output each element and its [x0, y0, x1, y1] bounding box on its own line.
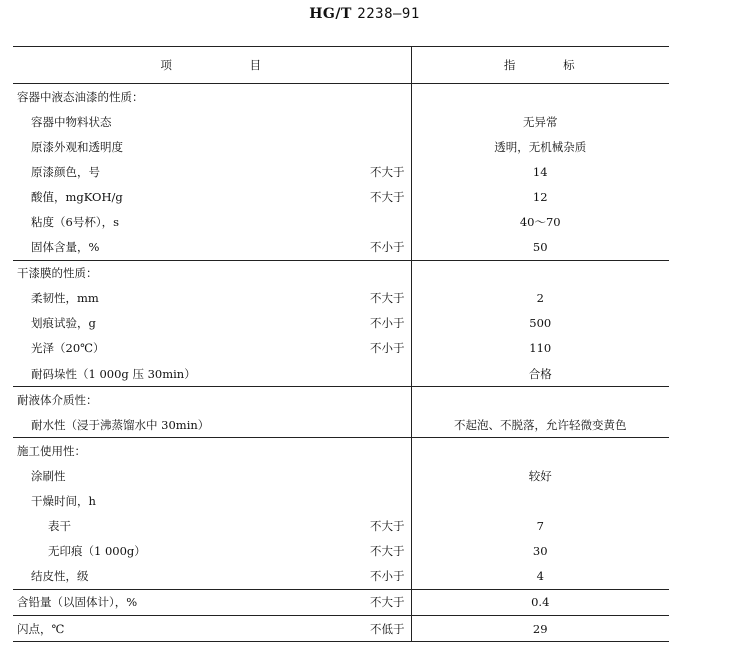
- limit-condition: 不大于: [370, 189, 405, 204]
- table-row: [13, 412, 669, 438]
- item-label: 无印痕（1 000g）: [48, 544, 146, 559]
- table-row: [13, 539, 669, 564]
- table-row: [13, 311, 669, 336]
- table-row: [13, 615, 669, 641]
- table-row: [13, 438, 669, 464]
- table-header-row: [13, 47, 669, 84]
- item-cell: [13, 134, 411, 159]
- item-cell: [13, 463, 411, 488]
- table-row: [13, 387, 669, 413]
- table-row: [13, 209, 669, 234]
- value-cell: 14: [411, 159, 669, 184]
- table-row: [13, 84, 669, 110]
- item-label: 酸值，mgKOH/g: [31, 189, 123, 204]
- item-cell: [13, 589, 411, 615]
- limit-condition: 不小于: [370, 316, 405, 331]
- item-cell: [13, 539, 411, 564]
- item-label: 含铅量（以固体计），%: [17, 595, 138, 610]
- item-cell: [13, 361, 411, 387]
- item-label: 光泽（20℃）: [31, 341, 105, 356]
- item-label: 原漆外观和透明度: [31, 139, 123, 154]
- item-cell: [13, 615, 411, 641]
- table-row: [13, 134, 669, 159]
- limit-condition: 不大于: [370, 595, 405, 610]
- item-cell: [13, 209, 411, 234]
- value-cell: 30: [411, 539, 669, 564]
- value-cell: [411, 438, 669, 464]
- item-cell: [13, 235, 411, 261]
- value-cell: [411, 489, 669, 514]
- item-cell: [13, 438, 411, 464]
- value-cell: 12: [411, 184, 669, 209]
- item-label: 容器中液态油漆的性质：: [17, 89, 144, 104]
- item-cell: [13, 489, 411, 514]
- value-cell: 透明，无机械杂质: [411, 134, 669, 159]
- item-cell: [13, 336, 411, 361]
- value-cell: 合格: [411, 361, 669, 387]
- item-label: 容器中物料状态: [31, 114, 112, 129]
- limit-condition: 不小于: [370, 341, 405, 356]
- item-cell: [13, 412, 411, 438]
- value-cell: 40～70: [411, 209, 669, 234]
- value-cell: [411, 260, 669, 286]
- item-cell: [13, 159, 411, 184]
- item-cell: [13, 260, 411, 286]
- value-cell: 4: [411, 564, 669, 590]
- item-label: 耐液体介质性：: [17, 392, 98, 407]
- limit-condition: 不大于: [370, 291, 405, 306]
- column-header-item: 项 目: [13, 47, 411, 84]
- value-cell: [411, 387, 669, 413]
- table-row: [13, 109, 669, 134]
- standard-number: 2238—91: [357, 6, 420, 22]
- value-cell: 无异常: [411, 109, 669, 134]
- item-label: 柔韧性，mm: [31, 291, 99, 306]
- value-cell: 29: [411, 615, 669, 641]
- limit-condition: 不低于: [370, 621, 405, 636]
- limit-condition: 不大于: [370, 519, 405, 534]
- table-row: [13, 286, 669, 311]
- item-label: 干漆膜的性质：: [17, 266, 98, 281]
- value-cell: 2: [411, 286, 669, 311]
- value-cell: 7: [411, 514, 669, 539]
- limit-condition: 不小于: [370, 240, 405, 255]
- standard-code: HG/T: [309, 6, 352, 22]
- table-row: [13, 159, 669, 184]
- limit-condition: 不小于: [370, 569, 405, 584]
- item-label: 涂刷性: [31, 468, 66, 483]
- item-cell: [13, 184, 411, 209]
- table-row: [13, 336, 669, 361]
- item-cell: [13, 311, 411, 336]
- item-label: 施工使用性：: [17, 443, 86, 458]
- document-header: [0, 6, 729, 22]
- value-cell: 较好: [411, 463, 669, 488]
- value-cell: 500: [411, 311, 669, 336]
- value-cell: [411, 84, 669, 110]
- table-row: [13, 514, 669, 539]
- value-cell: 0.4: [411, 589, 669, 615]
- item-label: 干燥时间，h: [31, 494, 96, 509]
- specification-table: [13, 46, 669, 642]
- item-cell: [13, 564, 411, 590]
- item-label: 表干: [48, 519, 71, 534]
- table-row: [13, 361, 669, 387]
- table-row: [13, 463, 669, 488]
- table-row: [13, 260, 669, 286]
- item-cell: [13, 84, 411, 110]
- item-label: 耐水性（浸于沸蒸馏水中 30min）: [31, 417, 210, 432]
- item-label: 固体含量，%: [31, 240, 100, 255]
- item-cell: [13, 286, 411, 311]
- item-label: 耐码垛性（1 000g 压 30min）: [31, 366, 196, 381]
- item-label: 闪点，℃: [17, 621, 65, 636]
- item-cell: [13, 109, 411, 134]
- column-header-value: 指 标: [411, 47, 669, 84]
- limit-condition: 不大于: [370, 544, 405, 559]
- item-cell: [13, 387, 411, 413]
- table-row: [13, 564, 669, 590]
- table-row: [13, 184, 669, 209]
- item-label: 粘度（6号杯），s: [31, 215, 119, 230]
- limit-condition: 不大于: [370, 164, 405, 179]
- item-label: 原漆颜色，号: [31, 164, 100, 179]
- item-label: 划痕试验，g: [31, 316, 96, 331]
- value-cell: 不起泡、不脱落，允许轻微变黄色: [411, 412, 669, 438]
- value-cell: 50: [411, 235, 669, 261]
- table-row: [13, 589, 669, 615]
- item-cell: [13, 514, 411, 539]
- table-row: [13, 489, 669, 514]
- item-label: 结皮性，级: [31, 569, 89, 584]
- table-row: [13, 235, 669, 261]
- value-cell: 110: [411, 336, 669, 361]
